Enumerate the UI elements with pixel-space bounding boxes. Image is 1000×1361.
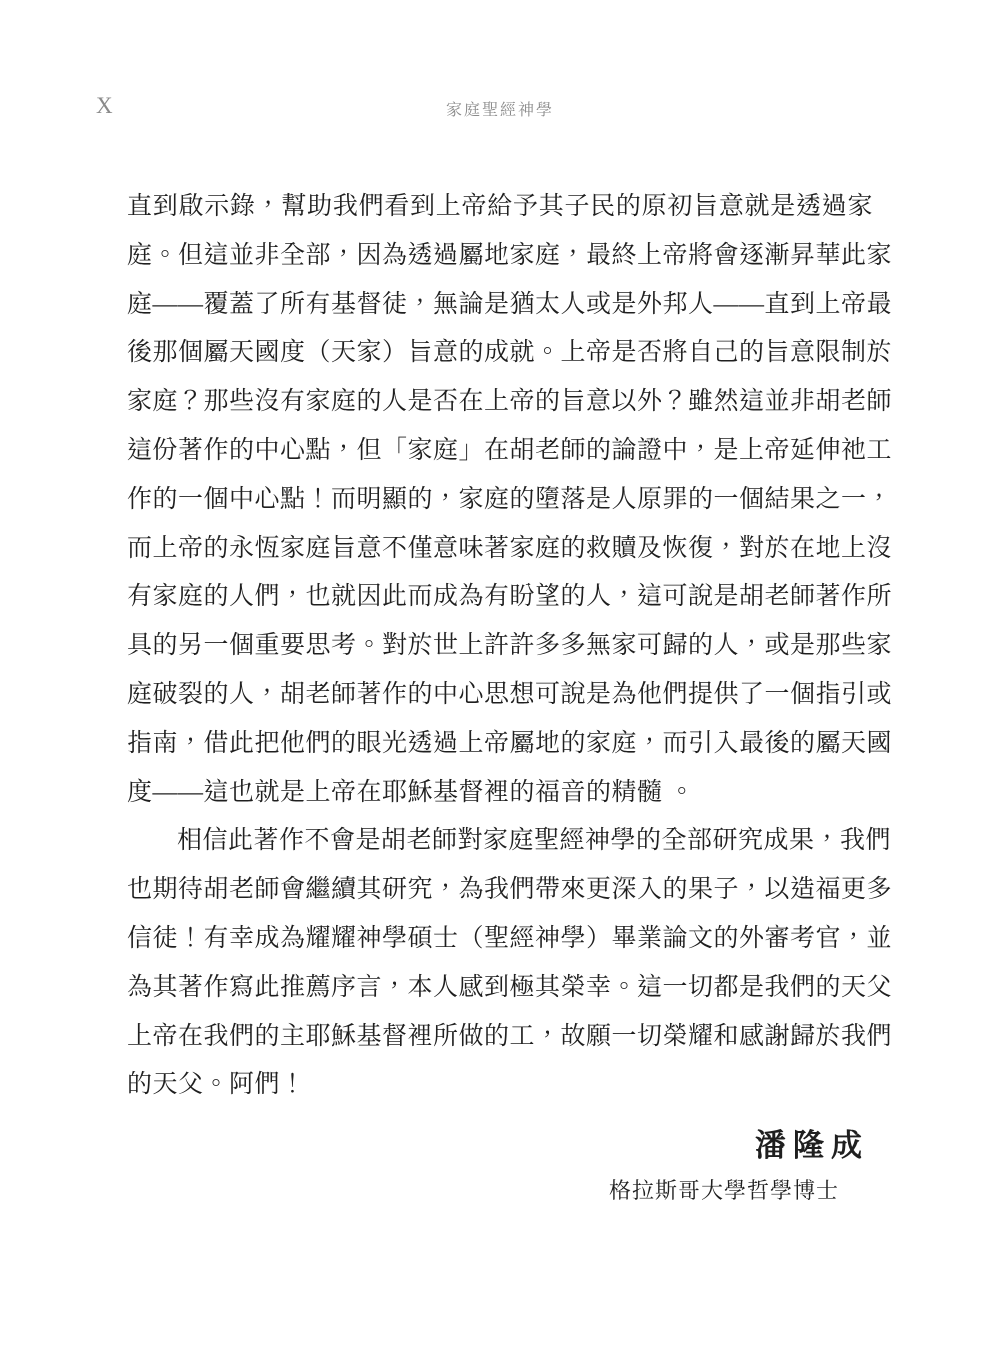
- text-line: 也期待胡老師會繼續其研究，為我們帶來更深入的果子，以造福更多: [127, 876, 893, 904]
- text-line: 指南，借此把他們的眼光透過上帝屬地的家庭，而引入最後的屬天國: [127, 729, 893, 757]
- text-line: 作的一個中心點！而明顯的，家庭的墮落是人原罪的一個結果之一，: [127, 485, 893, 513]
- text-line: 庭破裂的人，胡老師著作的中心思想可說是為他們提供了一個指引或: [127, 680, 893, 708]
- text-line: 上帝在我們的主耶穌基督裡所做的工，故願一切榮耀和感謝歸於我們: [127, 1022, 893, 1050]
- page-number: X: [96, 93, 113, 118]
- text-line: 直到啟示錄，幫助我們看到上帝給予其子民的原初旨意就是透過家: [127, 193, 873, 220]
- text-line: 後那個屬天國度（天家）旨意的成就。上帝是否將自己的旨意限制於: [127, 339, 893, 367]
- text-line: 相信此著作不會是胡老師對家庭聖經神學的全部研究成果，我們: [177, 827, 892, 855]
- text-line: 為其著作寫此推薦序言，本人感到極其榮幸。這一切都是我們的天父: [127, 973, 893, 1001]
- body-text: [127, 183, 893, 1110]
- text-line: 庭。但這並非全部，因為透過屬地家庭，最終上帝將會逐漸昇華此家: [127, 241, 893, 269]
- text-line: 度——這也就是上帝在耶穌基督裡的福音的精髓 。: [127, 778, 695, 806]
- text-column: [127, 183, 893, 1208]
- running-title: 家庭聖經神學: [445, 102, 554, 119]
- signature: [127, 1124, 873, 1208]
- text-line: 庭——覆蓋了所有基督徒，無論是猶太人或是外邦人——直到上帝最: [127, 290, 893, 318]
- text-line: 家庭？那些沒有家庭的人是否在上帝的旨意以外？雖然這並非胡老師: [127, 388, 893, 416]
- text-line: 這份著作的中心點，但「家庭」在胡老師的論證中，是上帝延伸祂工: [127, 436, 893, 464]
- text-line: 具的另一個重要思考。對於世上許許多多無家可歸的人，或是那些家: [127, 632, 893, 660]
- signature-title: 格拉斯哥大學哲學博士: [608, 1178, 839, 1204]
- text-line: 的天父。阿們！: [127, 1071, 306, 1099]
- signature-name: 潘隆成: [755, 1128, 869, 1164]
- text-line: 信徒！有幸成為耀耀神學碩士（聖經神學）畢業論文的外審考官，並: [127, 924, 893, 952]
- text-line: 而上帝的永恆家庭旨意不僅意味著家庭的救贖及恢復，對於在地上沒: [127, 534, 893, 562]
- text-line: 有家庭的人們，也就因此而成為有盼望的人，這可說是胡老師著作所: [127, 583, 893, 611]
